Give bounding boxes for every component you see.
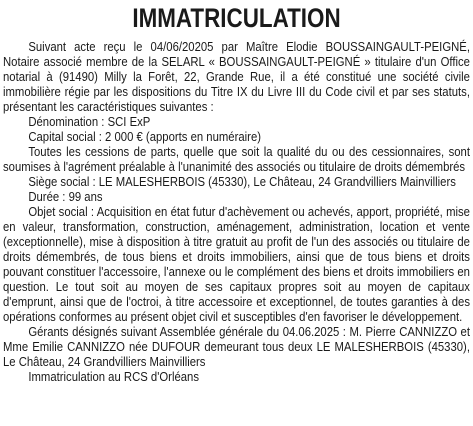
legal-notice	[3, 0, 470, 385]
notice-body	[3, 40, 470, 385]
notice-capital: Capital social : 2 000 € (apports en numéraire)	[28, 130, 262, 144]
notice-managers: Gérants désignés suivant Assemblée générale du 04.06.2025 : M. Pierre CANNIZZO et Mme Emilie CANNIZZO née DUFOUR demeurant tous deux LE MALESHERBOIS (45330), Le Château, 24 Grandvilliers Mainvilliers	[3, 325, 470, 369]
notice-registration: Immatriculation au RCS d'Orléans	[28, 370, 200, 384]
notice-duration: Durée : 99 ans	[28, 190, 103, 204]
notice-share-transfers: Toutes les cessions de parts, quelle que soit la qualité du ou des cessionnaires, sont soumises à l'agrément préalable à l'unanimité des associés ou titulaire de droits démembrés	[3, 145, 470, 174]
notice-title: IMMATRICULATION	[132, 3, 341, 33]
notice-corporate-purpose: Objet social : Acquisition en état futur d'achèvement ou achevés, apport, propriété, mise en valeur, transformation, construction, aménagement, administration, location et vente (exceptionnelle), mise à disposition à titre gratuit au profit de l'un des associés ou titulaire de droits démembrés, de tous biens et droits immobiliers, ainsi que de tous biens et droits pouvant constituer l'accessoire, l'annexe ou le complément des biens et droits immobiliers en question. Le tout soit au moyen de ses capitaux propres soit au moyen de capitaux d'emprunt, ainsi que de l'octroi, à titre accessoire et exceptionnel, de toutes garanties à des opérations conformes au présent objet civil et susceptibles d'en favoriser le développement.	[3, 205, 470, 324]
notice-denomination: Dénomination : SCI ExP	[28, 115, 151, 129]
notice-registered-office: Siège social : LE MALESHERBOIS (45330), Le Château, 24 Grandvilliers Mainvilliers	[28, 175, 456, 189]
notice-intro-paragraph: Suivant acte reçu le 04/06/20205 par Maître Elodie BOUSSAINGAULT-PEIGNÉ, Notaire associé membre de la SELARL « BOUSSAINGAULT-PEIGNÉ » titulaire d'un Office notarial à (91490) Milly la Forêt, 22, Grande Rue, il a été constitué une société civile immobilière régie par les dispositions du Titre IX du Livre III du Code civil et par ses statuts, présentant les caractéristiques suivantes :	[3, 40, 470, 114]
